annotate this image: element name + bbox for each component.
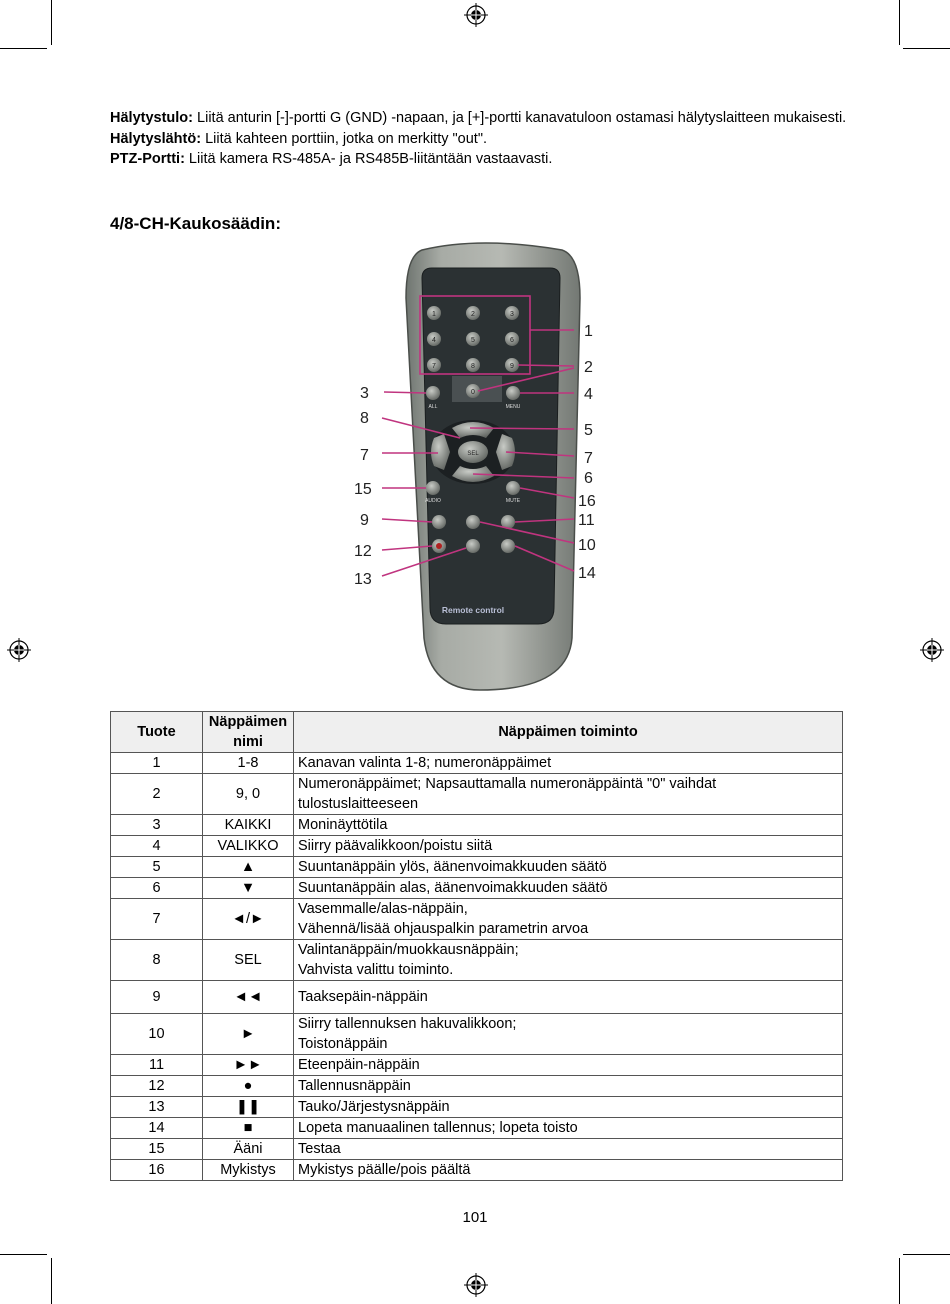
table-cell-name: VALIKKO [203, 836, 294, 857]
table-cell-function: Eteenpäin-näppäin [294, 1055, 843, 1076]
page-number: 101 [462, 1209, 488, 1226]
crop-mark [903, 1254, 950, 1255]
callout-number: 4 [584, 386, 593, 403]
table-cell-name: KAIKKI [203, 815, 294, 836]
all-label: ALL [428, 404, 438, 410]
digit-label: 7 [432, 363, 436, 370]
digit-label: 5 [471, 337, 475, 344]
table-cell-item: 10 [111, 1014, 203, 1055]
callout-number: 14 [578, 565, 596, 582]
section-heading: 4/8-CH-Kaukosäädin: [110, 214, 281, 233]
callout-number: 10 [578, 537, 596, 554]
menu-label: MENU [505, 404, 521, 410]
callout-number: 12 [354, 543, 372, 560]
table-row [111, 1139, 843, 1160]
table-cell-function: Siirry tallennuksen hakuvalikkoon; Toistonäppäin [294, 1014, 843, 1055]
crop-mark [899, 0, 900, 45]
table-cell-item: 5 [111, 857, 203, 878]
table-cell-name: ►► [203, 1055, 294, 1076]
table-row [111, 981, 843, 1014]
table-cell-name: ► [203, 1014, 294, 1055]
intro-text: Liitä kamera RS-485A- ja RS485B-liitäntään vastaavasti. [184, 151, 553, 167]
crop-mark [903, 48, 950, 49]
table-cell-item: 7 [111, 899, 203, 940]
crop-mark [899, 1258, 900, 1304]
callout-number: 8 [360, 410, 369, 427]
callout-number: 11 [578, 512, 595, 529]
table-row [111, 1076, 843, 1097]
table-cell-item: 16 [111, 1160, 203, 1181]
table-cell-name: ■ [203, 1118, 294, 1139]
table-row [111, 940, 843, 981]
menu-button [506, 386, 520, 400]
table-cell-name: ❚❚ [203, 1097, 294, 1118]
callout-number: 2 [584, 359, 593, 376]
table-row [111, 1055, 843, 1076]
table-row [111, 1118, 843, 1139]
table-cell-name: ● [203, 1076, 294, 1097]
table-row [111, 753, 843, 774]
intro-paragraph [110, 108, 870, 170]
table-cell-item: 13 [111, 1097, 203, 1118]
intro-line [110, 108, 870, 129]
table-cell-item: 1 [111, 753, 203, 774]
table-cell-name: ▼ [203, 878, 294, 899]
digit-label: 3 [510, 311, 514, 318]
table-cell-function: Vasemmalle/alas-näppäin, Vähennä/lisää ohjauspalkin parametrin arvoa [294, 899, 843, 940]
header-name: Näppäimen nimi [203, 712, 294, 753]
callout-number: 13 [354, 571, 372, 588]
table-cell-function: Tallennusnäppäin [294, 1076, 843, 1097]
play-button [466, 515, 480, 529]
table-row [111, 836, 843, 857]
table-cell-item: 15 [111, 1139, 203, 1160]
remote-control-image [340, 238, 620, 698]
table-row [111, 857, 843, 878]
table-cell-function: Valintanäppäin/muokkausnäppäin; Vahvista valittu toiminto. [294, 940, 843, 981]
callout-number: 15 [354, 481, 372, 498]
mute-button [506, 481, 520, 495]
table-row [111, 1014, 843, 1055]
intro-text: Liitä kahteen porttiin, jotka on merkitty "out". [201, 130, 487, 147]
intro-label: Hälytyslähtö: [110, 130, 202, 147]
audio-label: AUDIO [425, 498, 441, 504]
digit-label: 6 [510, 337, 514, 344]
rewind-button [432, 515, 446, 529]
table-cell-name: ◄◄ [203, 981, 294, 1014]
callout-number: 7 [584, 450, 593, 467]
table-cell-function: Suuntanäppäin ylös, äänenvoimakkuuden säätö [294, 857, 843, 878]
crop-mark [51, 0, 52, 45]
record-dot [436, 543, 442, 549]
callout-number: 16 [578, 493, 596, 510]
sel-label: SEL [467, 451, 479, 457]
table-row [111, 774, 843, 815]
table-cell-item: 8 [111, 940, 203, 981]
digit-label: 9 [510, 363, 514, 370]
crop-mark [0, 48, 47, 49]
table-cell-function: Tauko/Järjestysnäppäin [294, 1097, 843, 1118]
registration-mark-icon [464, 1273, 488, 1297]
audio-button [426, 481, 440, 495]
table-cell-item: 2 [111, 774, 203, 815]
pause-button [466, 539, 480, 553]
digit-label: 4 [432, 337, 436, 344]
table-cell-name: ◄/► [203, 899, 294, 940]
intro-line [110, 129, 870, 150]
brand-label: Remote control [441, 605, 505, 615]
table-row [111, 878, 843, 899]
table-cell-function: Lopeta manuaalinen tallennus; lopeta toisto [294, 1118, 843, 1139]
table-cell-function: Moninäyttötila [294, 815, 843, 836]
table-cell-item: 9 [111, 981, 203, 1014]
registration-mark-icon [7, 638, 31, 662]
digit-label: 1 [432, 311, 436, 318]
intro-text: Liitä anturin [-]-portti G (GND) -napaan, ja [+]-portti kanavatuloon ostamasi hälytyslaitteen mukaisesti. [193, 110, 847, 126]
registration-mark-icon [464, 3, 488, 27]
table-row [111, 1160, 843, 1181]
callout-number: 9 [360, 512, 369, 529]
digit-label: 2 [471, 311, 475, 318]
table-cell-function: Taaksepäin-näppäin [294, 981, 843, 1014]
crop-mark [0, 1254, 47, 1255]
callout-number: 7 [360, 447, 369, 464]
table-cell-function: Suuntanäppäin alas, äänenvoimakkuuden säätö [294, 878, 843, 899]
table-cell-function: Kanavan valinta 1-8; numeronäppäimet [294, 753, 843, 774]
callout-number: 3 [360, 385, 369, 402]
table-cell-name: 1-8 [203, 753, 294, 774]
table-cell-item: 4 [111, 836, 203, 857]
stop-button [501, 539, 515, 553]
table-row [111, 899, 843, 940]
header-function: Näppäimen toiminto [294, 712, 843, 753]
registration-mark-icon [920, 638, 944, 662]
callout-number: 6 [584, 470, 593, 487]
header-item: Tuote [111, 712, 203, 753]
intro-label: PTZ-Portti: [110, 151, 185, 167]
table-cell-function: Testaa [294, 1139, 843, 1160]
table-cell-item: 14 [111, 1118, 203, 1139]
all-button [426, 386, 440, 400]
crop-mark [51, 1258, 52, 1304]
table-cell-item: 6 [111, 878, 203, 899]
table-cell-name: Ääni [203, 1139, 294, 1160]
table-cell-item: 3 [111, 815, 203, 836]
table-cell-item: 12 [111, 1076, 203, 1097]
intro-line [110, 149, 870, 170]
digit-label: 8 [471, 363, 475, 370]
table-cell-function: Numeronäppäimet; Napsauttamalla numeronäppäintä "0" vaihdat tulostuslaitteeseen [294, 774, 843, 815]
table-cell-function: Mykistys päälle/pois päältä [294, 1160, 843, 1181]
table-cell-name: SEL [203, 940, 294, 981]
table-cell-name: 9, 0 [203, 774, 294, 815]
table-row [111, 1097, 843, 1118]
button-function-table [110, 711, 843, 1181]
table-cell-name: ▲ [203, 857, 294, 878]
callout-number: 5 [584, 422, 593, 439]
table-cell-name: Mykistys [203, 1160, 294, 1181]
digit-label: 0 [471, 389, 475, 396]
table-row [111, 815, 843, 836]
callout-number: 1 [584, 323, 593, 340]
intro-label: Hälytystulo: [110, 110, 193, 126]
table-header-row [111, 712, 843, 753]
mute-label: MUTE [505, 498, 521, 504]
table-cell-item: 11 [111, 1055, 203, 1076]
table-cell-function: Siirry päävalikkoon/poistu siitä [294, 836, 843, 857]
